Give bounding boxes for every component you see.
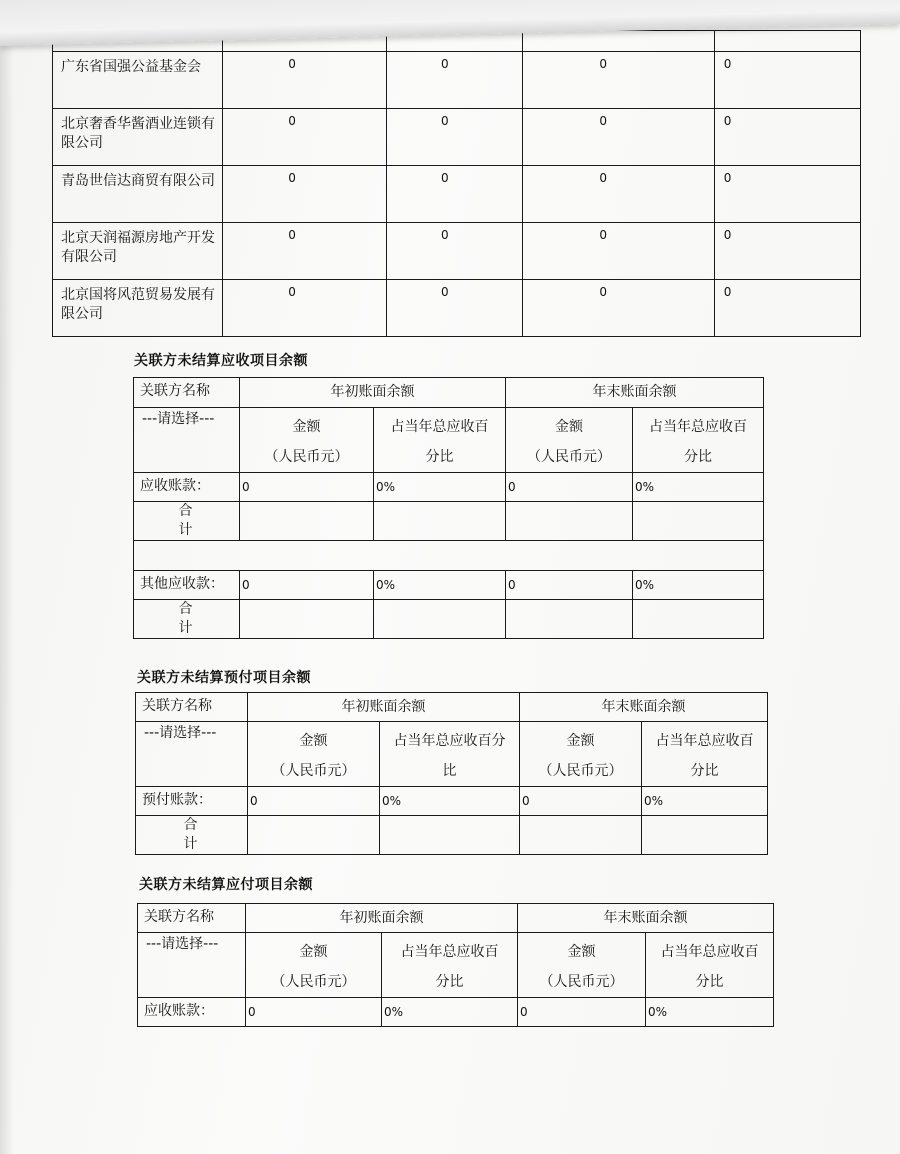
- cell-value: 0: [288, 228, 296, 242]
- cell-value: 0: [441, 114, 449, 128]
- cell-value: 0%: [646, 998, 774, 1027]
- percent-header: 占当年总应收百 分比: [642, 722, 768, 787]
- cell-value: 0%: [633, 570, 764, 599]
- percent-header: 占当年总应收百分 比: [380, 722, 520, 787]
- amount-header: 金额 （人民币元）: [240, 408, 374, 473]
- cell-value: 0%: [642, 787, 768, 816]
- cell-value: 0: [518, 998, 646, 1027]
- company-name: 北京天润福源房地产开发有限公司: [53, 223, 223, 280]
- table-subheader-row: [136, 722, 768, 787]
- row-label: 其他应收款：: [134, 570, 240, 599]
- amount-header: 金额 （人民币元）: [506, 408, 633, 473]
- party-select[interactable]: ---请选择---: [138, 933, 246, 998]
- table-subheader-row: [138, 933, 774, 998]
- amount-header: 金额 （人民币元）: [520, 722, 642, 787]
- cell-value: 0: [599, 228, 608, 242]
- company-name: 青岛世信达商贸有限公司: [53, 166, 223, 223]
- header-name: 关联方名称: [138, 904, 246, 933]
- cell-value: 0: [723, 57, 732, 71]
- page-shadow: [0, 0, 14, 1154]
- table-row: [53, 52, 861, 109]
- cell-value: 0: [240, 473, 374, 502]
- cell-value: 0%: [374, 570, 506, 599]
- table-header-row: [134, 378, 764, 408]
- company-name: 广东省国强公益基金会: [53, 52, 223, 109]
- table-row: [134, 570, 764, 599]
- total-label: 合 计: [134, 502, 240, 541]
- total-row: [134, 502, 764, 541]
- cell-value: 0: [599, 285, 608, 299]
- table-subheader-row: [134, 408, 764, 473]
- cell-value: 0: [441, 171, 449, 185]
- header-end-balance: 年末账面余额: [506, 378, 764, 408]
- cell-value: 0: [599, 114, 608, 128]
- row-label: 预付账款：: [136, 787, 248, 816]
- cell-value: 0: [240, 570, 374, 599]
- cell-value: 0%: [382, 998, 518, 1027]
- cell-value: 0: [599, 57, 608, 71]
- table-row: [53, 166, 861, 223]
- row-label: 应收账款：: [134, 473, 240, 502]
- header-begin-balance: 年初账面余额: [248, 693, 520, 722]
- percent-header: 占当年总应收百 分比: [633, 408, 764, 473]
- table-row: [53, 280, 861, 337]
- table-row: [138, 998, 774, 1027]
- cell-value: 0: [246, 998, 382, 1027]
- header-end-balance: 年末账面余额: [520, 693, 768, 722]
- cell-value: 0: [506, 570, 633, 599]
- cell-value: 0%: [380, 787, 520, 816]
- table-header-row: [138, 904, 774, 933]
- prepaid-table: [135, 692, 768, 855]
- cell-value: 0: [441, 228, 449, 242]
- receivable-section-title: 关联方未结算应收项目余额: [134, 353, 308, 369]
- total-label: 合 计: [134, 599, 240, 638]
- percent-header: 占当年总应收百 分比: [646, 933, 774, 998]
- cell-value: 0%: [633, 473, 764, 502]
- payable-section-title: 关联方未结算应付项目余额: [139, 877, 313, 893]
- related-party-table: [52, 30, 861, 337]
- cell-value: 0: [441, 57, 449, 71]
- cell-value: 0: [288, 114, 296, 128]
- cell-value: 0: [288, 171, 296, 185]
- party-select[interactable]: ---请选择---: [136, 722, 248, 787]
- cell-value: 0%: [374, 473, 506, 502]
- cell-value: 0: [288, 57, 296, 71]
- receivable-table: [133, 377, 764, 639]
- total-label: 合 计: [136, 816, 248, 855]
- cell-value: 0: [248, 787, 380, 816]
- header-name: 关联方名称: [136, 693, 248, 722]
- amount-header: 金额 （人民币元）: [518, 933, 646, 998]
- cell-value: 0: [441, 285, 449, 299]
- percent-header: 占当年总应收百 分比: [382, 933, 518, 998]
- party-select[interactable]: ---请选择---: [134, 408, 240, 473]
- percent-header: 占当年总应收百 分比: [374, 408, 506, 473]
- cell-value: 0: [723, 285, 732, 299]
- cell-value: 0: [599, 171, 608, 185]
- company-name: 北京国将风范贸易发展有限公司: [53, 280, 223, 337]
- table-row: [53, 223, 861, 280]
- cell-value: 0: [506, 473, 633, 502]
- header-begin-balance: 年初账面余额: [246, 904, 518, 933]
- header-begin-balance: 年初账面余额: [240, 378, 506, 408]
- total-row: [136, 816, 768, 855]
- row-label: 应收账款：: [138, 998, 246, 1027]
- cell-value: 0: [723, 114, 732, 128]
- table-row: [134, 473, 764, 502]
- total-row: [134, 599, 764, 638]
- cell-value: 0: [723, 228, 732, 242]
- amount-header: 金额 （人民币元）: [246, 933, 382, 998]
- header-name: 关联方名称: [134, 378, 240, 408]
- table-header-row: [136, 693, 768, 722]
- amount-header: 金额 （人民币元）: [248, 722, 380, 787]
- cell-value: 0: [520, 787, 642, 816]
- cell-value: 0: [723, 171, 732, 185]
- table-row: [136, 787, 768, 816]
- company-name: 北京奢香华酱酒业连锁有限公司: [53, 109, 223, 166]
- spacer-row: [134, 540, 764, 570]
- payable-table: [137, 903, 774, 1027]
- cell-value: 0: [288, 285, 296, 299]
- prepaid-section-title: 关联方未结算预付项目余额: [137, 670, 311, 686]
- table-row: [53, 109, 861, 166]
- header-end-balance: 年末账面余额: [518, 904, 774, 933]
